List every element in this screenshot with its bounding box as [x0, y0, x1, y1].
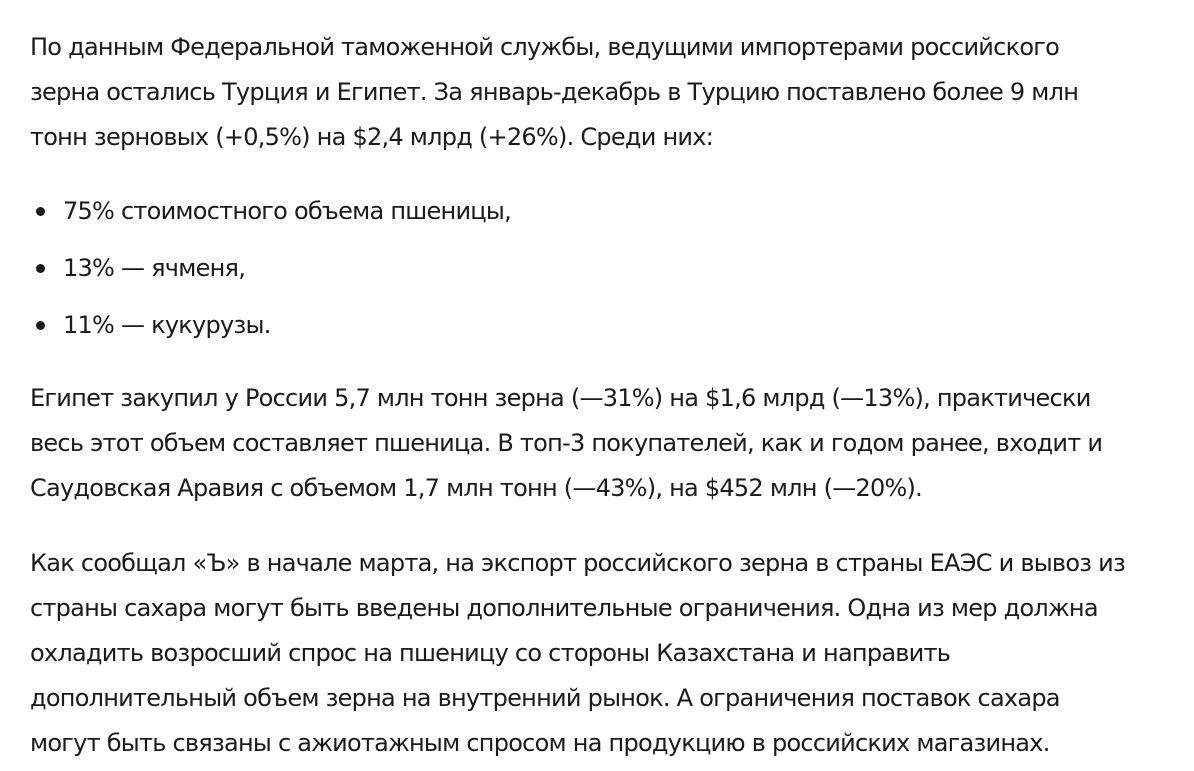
text-line: Саудовская Аравия с объемом 1,7 млн тонн (—43%), на $452 млн (—20%).: [30, 474, 923, 502]
text-line: охладить возросший спрос на пшеницу со стороны Казахстана и направить: [30, 639, 951, 667]
list-item-text: 13% — ячменя,: [63, 254, 246, 282]
paragraph-export-restrictions: [30, 541, 1140, 766]
paragraph-egypt: [30, 376, 1140, 511]
article-body: [30, 25, 1140, 766]
text-line: тонн зерновых (+0,5%) на $2,4 млрд (+26%). Среди них:: [30, 123, 714, 151]
text-line: По данным Федеральной таможенной службы, ведущими импортерами российского: [30, 33, 1060, 61]
bullet-icon: [36, 321, 45, 330]
bullet-icon: [36, 264, 45, 273]
bullet-icon: [36, 207, 45, 216]
text-line: Египет закупил у России 5,7 млн тонн зерна (—31%) на $1,6 млрд (—13%), практически: [30, 384, 1091, 412]
list-item: [30, 183, 1140, 240]
paragraph-grain-importers: [30, 25, 1140, 160]
list-item-text: 11% — кукурузы.: [63, 311, 271, 339]
text-line: зерна остались Турция и Египет. За январь-декабрь в Турцию поставлено более 9 млн: [30, 78, 1079, 106]
text-line: могут быть связаны с ажиотажным спросом на продукцию в российских магазинах.: [30, 729, 1050, 757]
list-item: [30, 240, 1140, 297]
list-item-text: 75% стоимостного объема пшеницы,: [63, 197, 511, 225]
text-line: дополнительный объем зерна на внутренний рынок. А ограничения поставок сахара: [30, 684, 1060, 712]
list-item: [30, 297, 1140, 354]
bullet-list-turkey-breakdown: [30, 183, 1140, 354]
text-line: страны сахара могут быть введены дополнительные ограничения. Одна из мер должна: [30, 594, 1098, 622]
text-line: Как сообщал «Ъ» в начале марта, на экспорт российского зерна в страны ЕАЭС и вывоз из: [30, 549, 1126, 577]
text-line: весь этот объем составляет пшеница. В топ-3 покупателей, как и годом ранее, входит и: [30, 429, 1103, 457]
